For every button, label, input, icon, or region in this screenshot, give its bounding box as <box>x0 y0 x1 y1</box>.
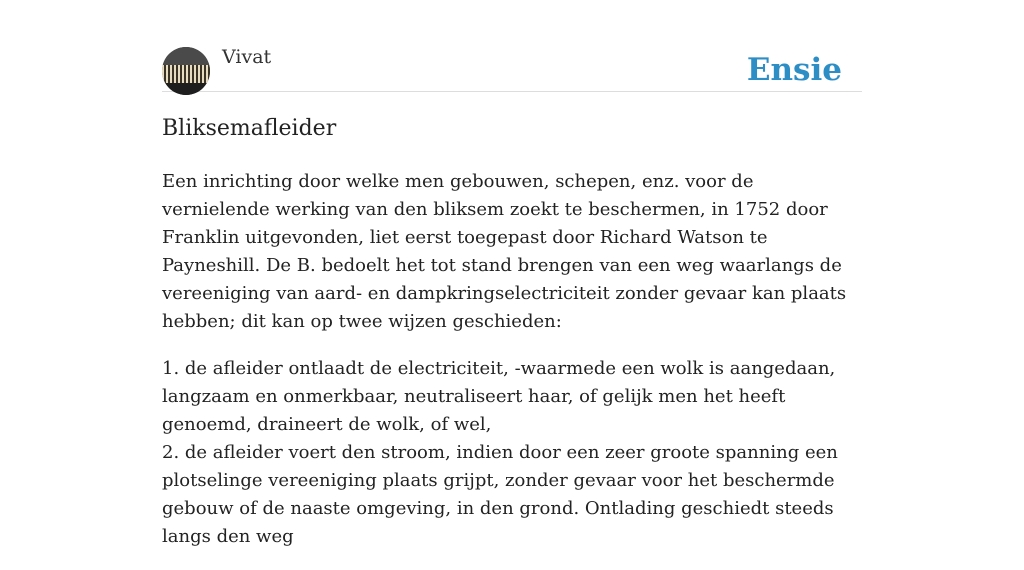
avatar-bars <box>162 65 210 83</box>
article-page <box>162 0 862 547</box>
paragraph-intro: Een inrichting door welke men gebouwen, schepen, enz. voor de vernielende werking van den bliksem zoekt te beschermen, in 1752 door Franklin uitgevonden, liet eerst toegepast door Richard Watson te Payneshill. De B. bedoelt het tot stand brengen van een weg waarlangs de vereeniging van aard- en dampkringselectriciteit zonder gevaar kan plaats hebben; dit kan op twee wijzen geschieden: <box>162 171 847 332</box>
article-header <box>162 0 862 92</box>
list-item-2: 2. de afleider voert den stroom, indien door een zeer groote spanning een plotselinge vereeniging plaats grijpt, zonder gevaar voor het beschermde gebouw of de naaste omgeving, in den grond. Ontlading geschiedt steeds langs den weg <box>162 442 838 547</box>
page-title: Bliksemafleider <box>162 116 337 141</box>
article-body <box>162 168 862 570</box>
avatar-top <box>162 47 210 65</box>
avatar-bottom <box>162 83 210 95</box>
list-item-1: 1. de afleider ontlaadt de electriciteit, -waarmede een wolk is aangedaan, langzaam en onmerkbaar, neutraliseert haar, of gelijk men het heeft genoemd, draineert de wolk, of wel, <box>162 358 836 435</box>
author-name[interactable]: Vivat <box>222 46 272 68</box>
brand-logo[interactable]: Ensie <box>746 52 842 88</box>
paragraph-list <box>162 355 862 551</box>
author-avatar[interactable] <box>162 47 210 95</box>
